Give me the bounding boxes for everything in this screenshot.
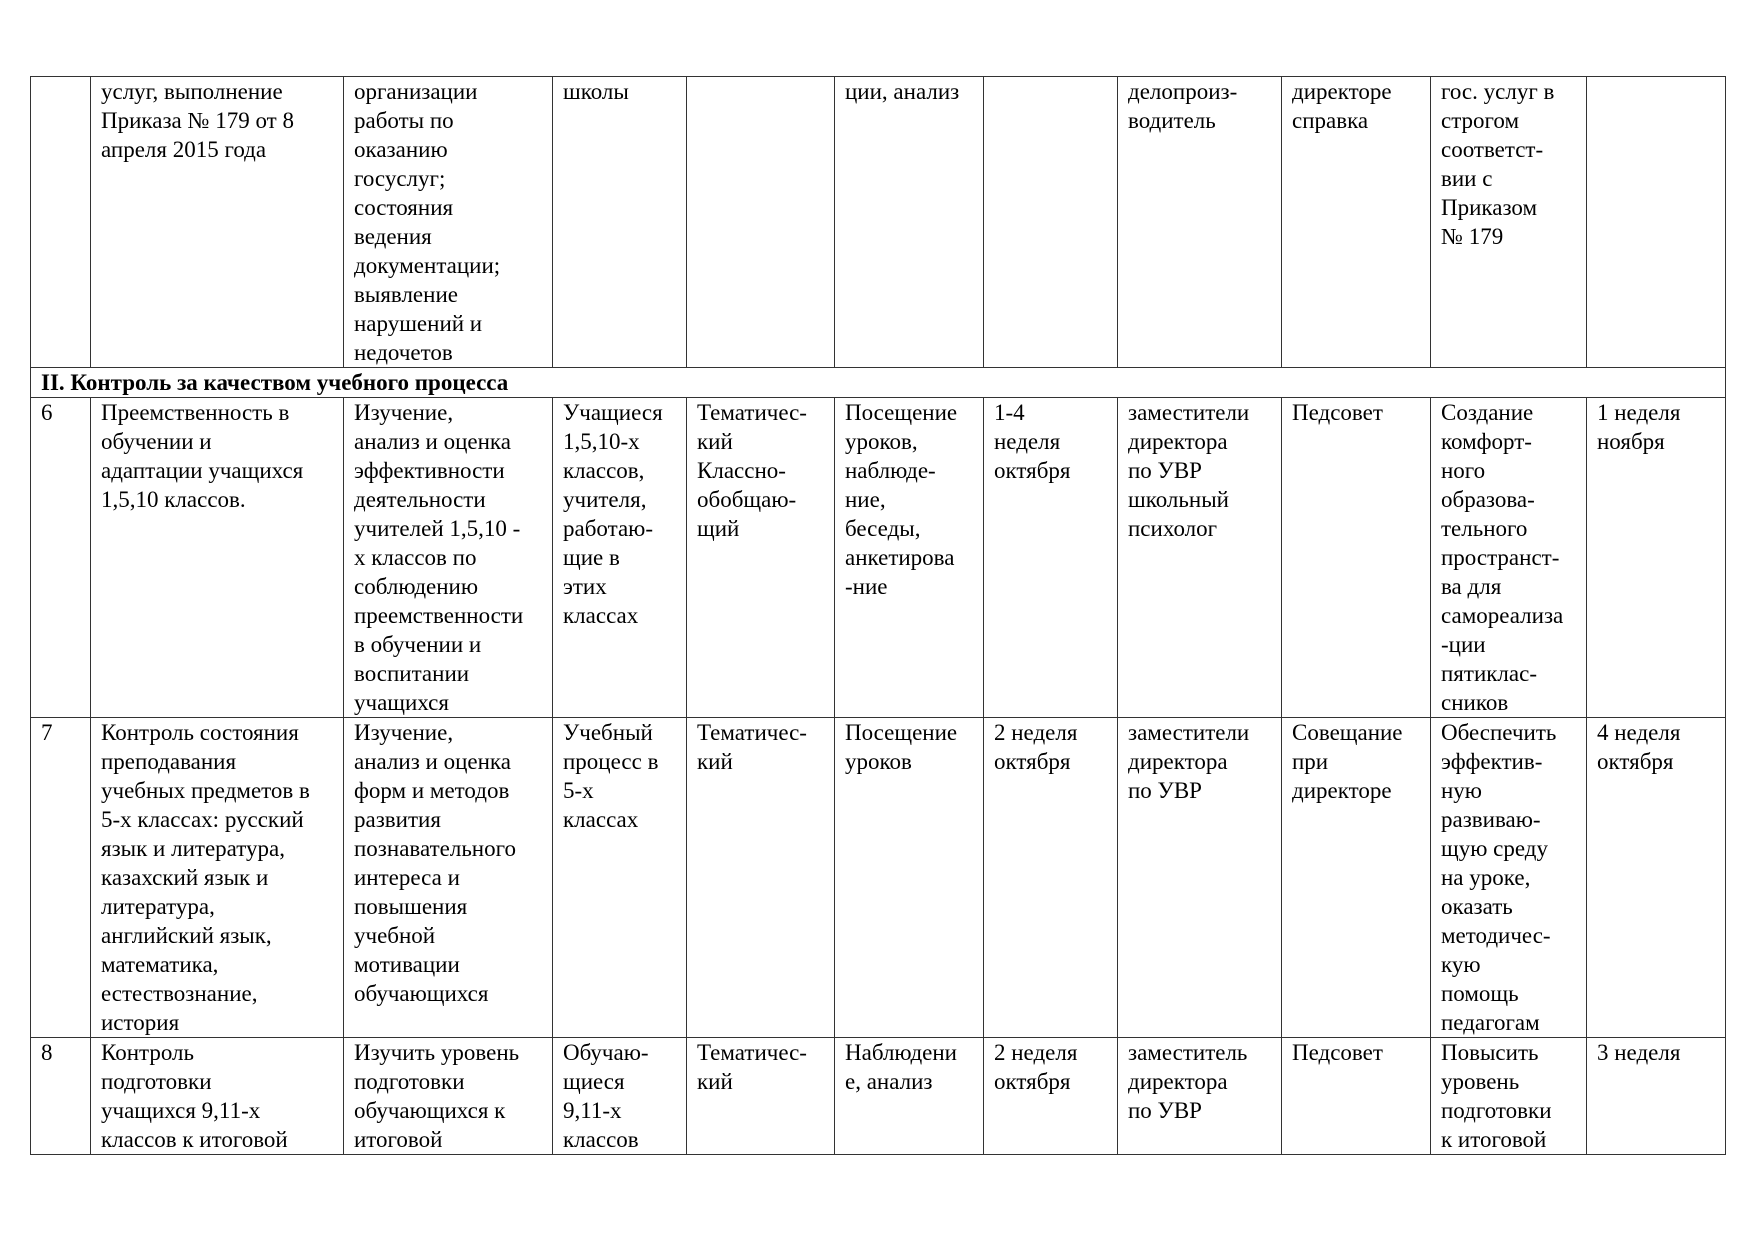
table-cell: Тематичес- кий Классно- обобщаю- щий [687,398,835,718]
table-cell: 2 неделя октября [984,718,1118,1038]
section-heading: II. Контроль за качеством учебного процесса [31,368,1726,398]
table-cell: 8 [31,1038,91,1155]
table-cell: Изучение, анализ и оценка форм и методов развития познавательного интереса и повышения учебной мотивации обучающихся [344,718,553,1038]
table-cell: Тематичес- кий [687,1038,835,1155]
table-cell: 1-4 неделя октября [984,398,1118,718]
table-cell: Педсовет [1282,398,1431,718]
table-cell: заместитель директора по УВР [1118,1038,1282,1155]
table-cell: Преемственность в обучении и адаптации учащихся 1,5,10 классов. [91,398,344,718]
table-cell: делопроиз- водитель [1118,77,1282,368]
table-cell: школы [553,77,687,368]
section-header-row [31,368,1726,398]
table-cell [984,77,1118,368]
table-cell: 3 неделя [1587,1038,1726,1155]
control-plan-table [30,76,1726,1155]
table-row [31,77,1726,368]
table-cell: заместители директора по УВР школьный психолог [1118,398,1282,718]
table-cell: Посещение уроков [835,718,984,1038]
table-cell: Обучаю- щиеся 9,11-х классов [553,1038,687,1155]
table-cell: 7 [31,718,91,1038]
table-cell: Учащиеся 1,5,10-х классов, учителя, работаю- щие в этих классах [553,398,687,718]
table-cell: Совещание при директоре [1282,718,1431,1038]
table-cell: Обеспечить эффектив- ную развиваю- щую среду на уроке, оказать методичес- кую помощь педагогам [1431,718,1587,1038]
table-cell: Повысить уровень подготовки к итоговой [1431,1038,1587,1155]
table-cell: услуг, выполнение Приказа № 179 от 8 апреля 2015 года [91,77,344,368]
table-cell: ции, анализ [835,77,984,368]
table-cell: 1 неделя ноября [1587,398,1726,718]
table-cell: Тематичес- кий [687,718,835,1038]
table-cell: 4 неделя октября [1587,718,1726,1038]
table-cell: Изучить уровень подготовки обучающихся к итоговой [344,1038,553,1155]
table-cell: Контроль состояния преподавания учебных предметов в 5-х классах: русский язык и литература, казахский язык и литература, английский язык, математика, естествознание, история [91,718,344,1038]
table-cell: заместители директора по УВР [1118,718,1282,1038]
table-cell: Изучение, анализ и оценка эффективности деятельности учителей 1,5,10 - х классов по соблюдению преемственности в обучении и воспитании учащихся [344,398,553,718]
table-cell: Наблюдени е, анализ [835,1038,984,1155]
table-cell: Создание комфорт- ного образова- тельного пространст- ва для самореализа -ции пятиклас- сников [1431,398,1587,718]
table-cell: гос. услуг в строгом соответст- вии с Приказом № 179 [1431,77,1587,368]
table-cell: 2 неделя октября [984,1038,1118,1155]
table-cell: Посещение уроков, наблюде- ние, беседы, анкетирова -ние [835,398,984,718]
table-row [31,1038,1726,1155]
table-cell [1587,77,1726,368]
table-cell [687,77,835,368]
table-cell: Педсовет [1282,1038,1431,1155]
table-cell: директоре справка [1282,77,1431,368]
table-row [31,718,1726,1038]
table-cell: Контроль подготовки учащихся 9,11-х классов к итоговой [91,1038,344,1155]
table-cell: организации работы по оказанию госуслуг; состояния ведения документации; выявление нарушений и недочетов [344,77,553,368]
table-cell: Учебный процесс в 5-х классах [553,718,687,1038]
table-row [31,398,1726,718]
table-cell: 6 [31,398,91,718]
table-cell [31,77,91,368]
